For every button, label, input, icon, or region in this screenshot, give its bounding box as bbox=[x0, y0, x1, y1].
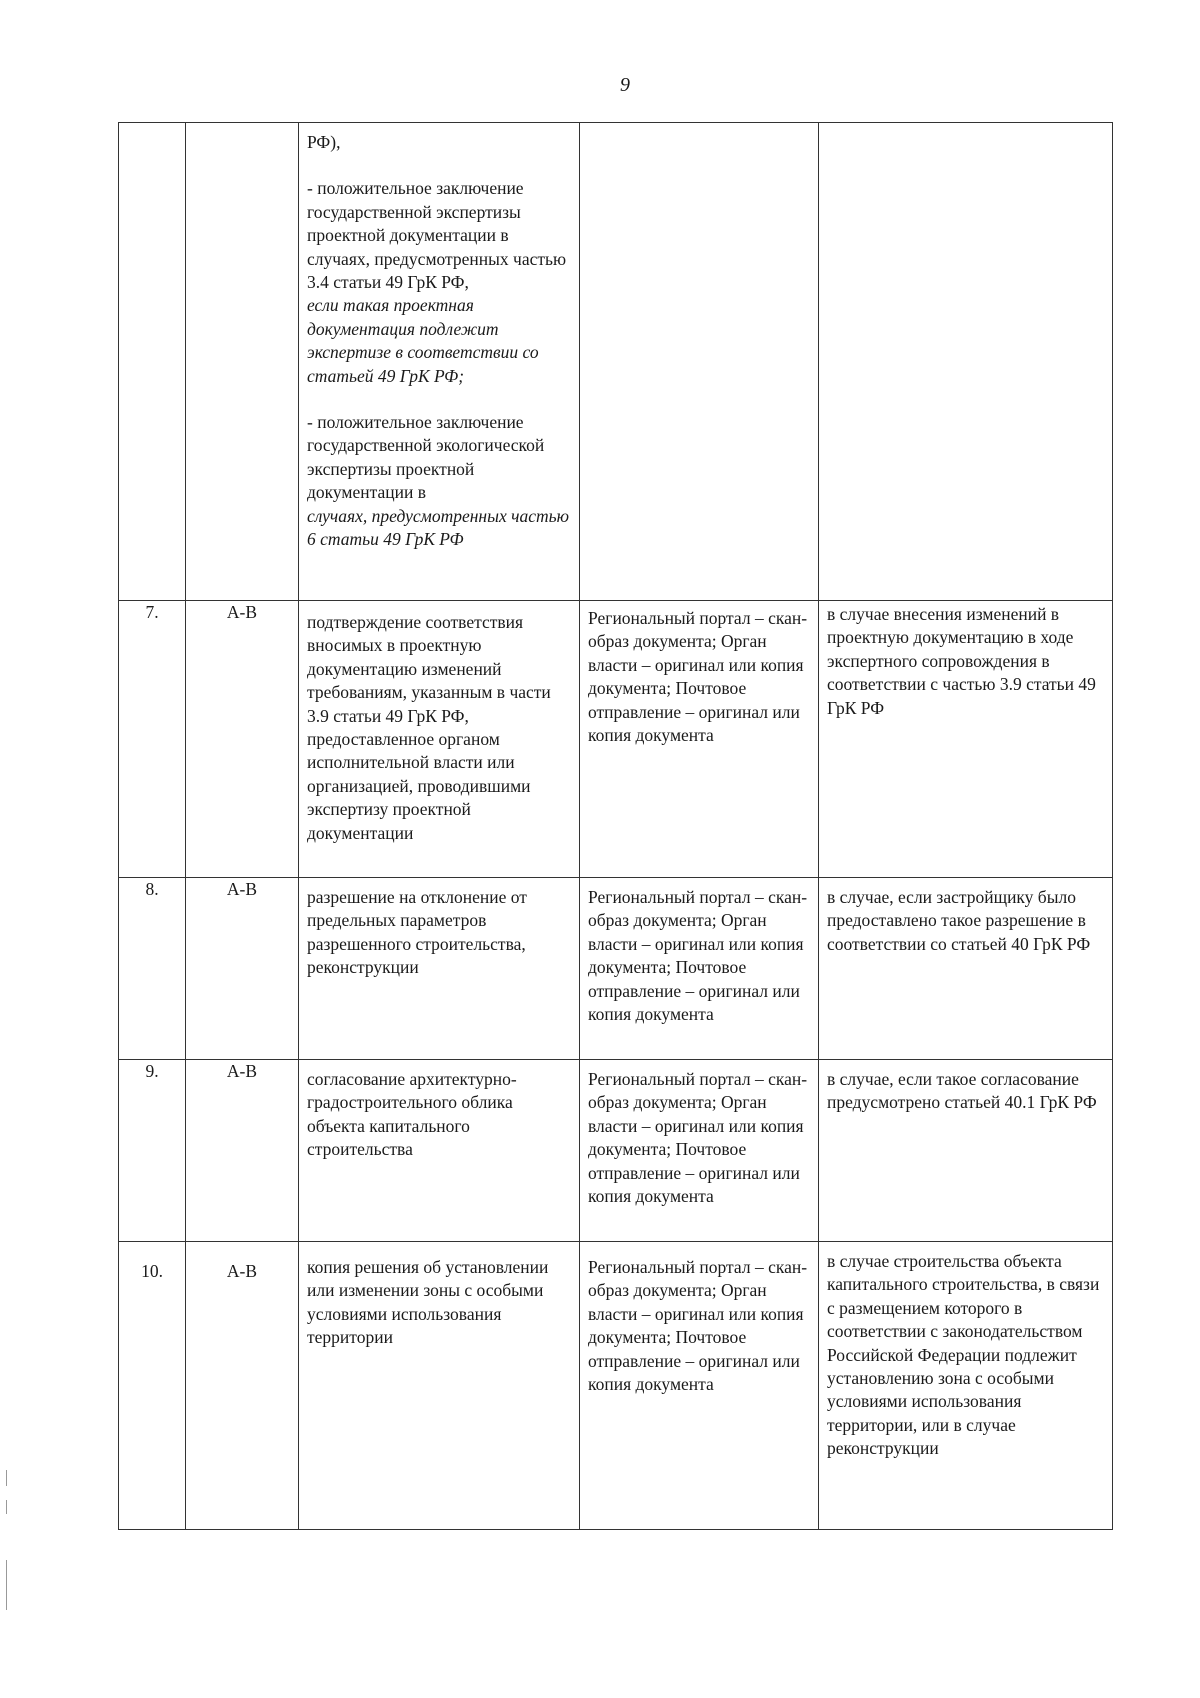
document-text: РФ), bbox=[307, 132, 341, 152]
method-cell bbox=[580, 123, 819, 601]
condition-cell: в случае, если такое согласование предусмотрено статьей 40.1 ГрК РФ bbox=[819, 1060, 1113, 1242]
condition-cell bbox=[819, 123, 1113, 601]
document-text: - положительное заключение государственной экспертизы проектной документации в случаях, предусмотренных частью 3.4 статьи 49 ГрК РФ, bbox=[307, 178, 567, 293]
row-code-cell: А-В bbox=[186, 1060, 299, 1242]
row-number-cell bbox=[119, 123, 186, 601]
row-number-cell: 7. bbox=[119, 601, 186, 878]
row-code-cell bbox=[186, 123, 299, 601]
document-cell: подтверждение соответствия вносимых в проектную документацию изменений требованиям, указанным в части 3.9 статьи 49 ГрК РФ, предоставленное органом исполнительной власти или организацией, проводившими экспертизу проектной документации bbox=[299, 601, 580, 878]
table-row bbox=[119, 878, 1113, 1060]
document-cell bbox=[299, 123, 580, 601]
documents-table bbox=[118, 122, 1113, 1530]
document-cell: копия решения об установлении или изменении зоны с особыми условиями использования территории bbox=[299, 1242, 580, 1530]
document-text: - положительное заключение государственной экологической экспертизы проектной документации в bbox=[307, 412, 545, 503]
condition-cell: в случае, если застройщику было предоставлено такое разрешение в соответствии со статьей 40 ГрК РФ bbox=[819, 878, 1113, 1060]
scan-edge-mark bbox=[6, 1500, 7, 1514]
table-row bbox=[119, 1060, 1113, 1242]
document-text-italic: если такая проектная документация подлежит экспертизе в соответствии со статьей 49 ГрК РФ; bbox=[307, 295, 539, 386]
scan-edge-mark bbox=[6, 1470, 7, 1486]
table-row bbox=[119, 601, 1113, 878]
method-cell: Региональный портал – скан-образ документа; Орган власти – оригинал или копия документа; Почтовое отправление – оригинал или копия документа bbox=[580, 1242, 819, 1530]
table-row bbox=[119, 1242, 1113, 1530]
page-number: 9 bbox=[620, 74, 630, 96]
method-cell: Региональный портал – скан-образ документа; Орган власти – оригинал или копия документа; Почтовое отправление – оригинал или копия документа bbox=[580, 601, 819, 878]
method-cell: Региональный портал – скан-образ документа; Орган власти – оригинал или копия документа; Почтовое отправление – оригинал или копия документа bbox=[580, 878, 819, 1060]
row-number-cell: 10. bbox=[119, 1242, 186, 1530]
row-number-cell: 9. bbox=[119, 1060, 186, 1242]
document-cell: разрешение на отклонение от предельных параметров разрешенного строительства, реконструкции bbox=[299, 878, 580, 1060]
row-code-cell: А-В bbox=[186, 878, 299, 1060]
table-row bbox=[119, 123, 1113, 601]
scan-edge-mark bbox=[6, 1560, 7, 1610]
row-code-cell: А-В bbox=[186, 1242, 299, 1530]
document-cell: согласование архитектурно-градостроительного облика объекта капитального строительства bbox=[299, 1060, 580, 1242]
method-cell: Региональный портал – скан-образ документа; Орган власти – оригинал или копия документа; Почтовое отправление – оригинал или копия документа bbox=[580, 1060, 819, 1242]
condition-cell: в случае внесения изменений в проектную документацию в ходе экспертного сопровождения в соответствии с частью 3.9 статьи 49 ГрК РФ bbox=[819, 601, 1113, 878]
document-text-italic: случаях, предусмотренных частью 6 статьи 49 ГрК РФ bbox=[307, 505, 569, 550]
row-code-cell: А-В bbox=[186, 601, 299, 878]
condition-cell: в случае строительства объекта капитального строительства, в связи с размещением которого в соответствии с законодательством Российской Федерации подлежит установлению зона с особыми условиями использования территории, или в случае реконструкции bbox=[819, 1242, 1113, 1530]
row-number-cell: 8. bbox=[119, 878, 186, 1060]
